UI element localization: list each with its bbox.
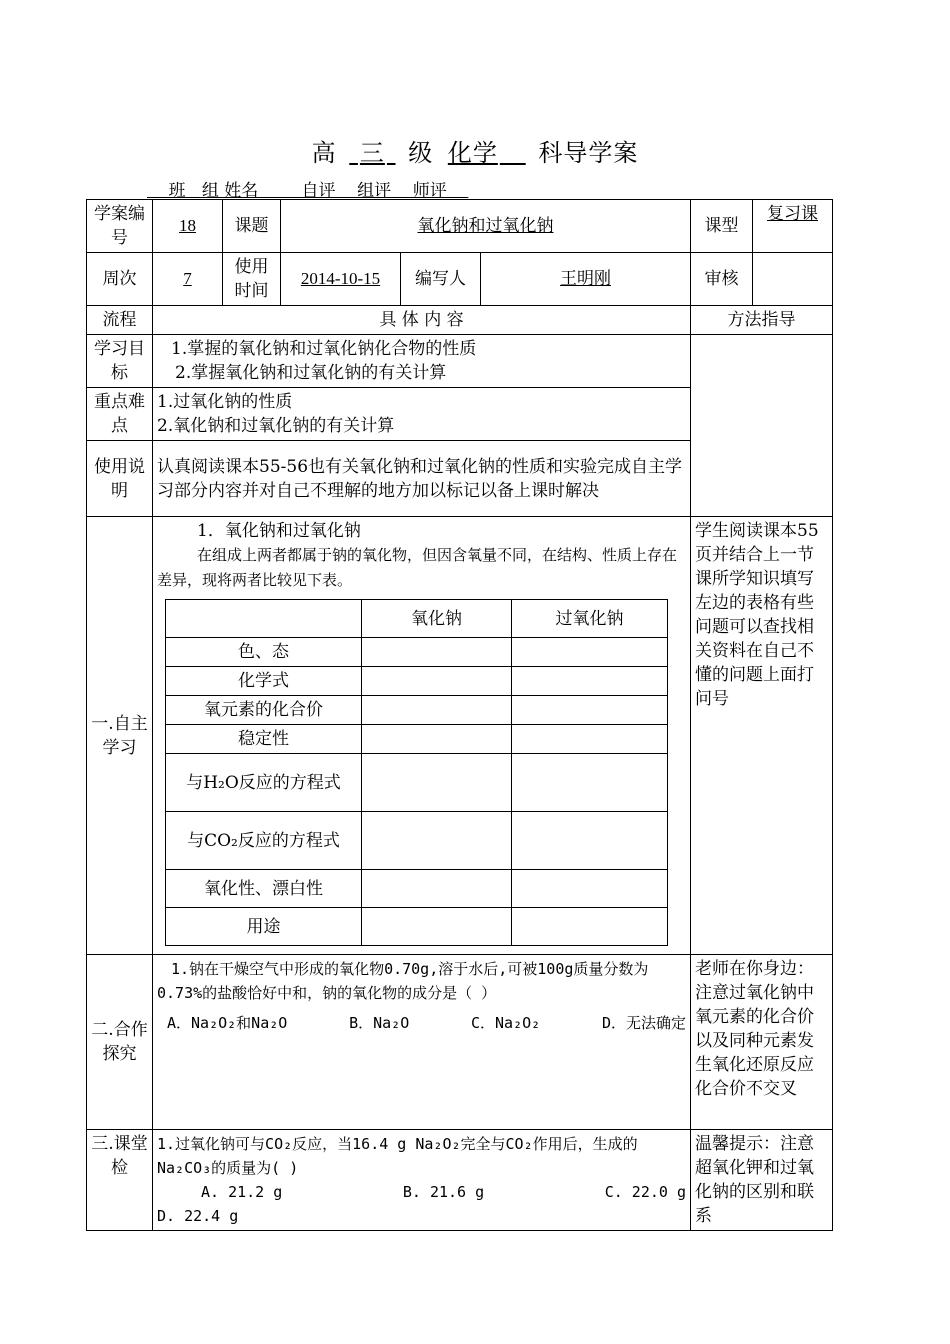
date-label: 使用时间: [223, 253, 281, 306]
option: C．Na₂O₂: [471, 1014, 541, 1032]
comparison-cell[interactable]: [362, 667, 512, 696]
section3-tip: 温馨提示：注意超氧化钾和过氧化钠的区别和联系: [691, 1130, 833, 1231]
comparison-row-label: 化学式: [166, 667, 362, 696]
page-title: [0, 133, 950, 168]
section3-options: [157, 1180, 686, 1204]
comparison-cell[interactable]: [512, 667, 668, 696]
comparison-cell[interactable]: [362, 638, 512, 667]
comparison-cell[interactable]: [512, 812, 668, 870]
focus: [153, 388, 691, 441]
flow-header: 流程: [87, 306, 153, 335]
title-part: 三: [359, 139, 385, 167]
comparison-cell[interactable]: [362, 725, 512, 754]
review-label: 审核: [691, 253, 753, 306]
author-label: 编写人: [401, 253, 481, 306]
plan-number-label: 学案编号: [87, 200, 153, 253]
usage-label: 使用说明: [87, 441, 153, 517]
section3-label: 三.课堂检: [87, 1130, 153, 1231]
comparison-header: 氧化钠: [362, 600, 512, 638]
option: C. 22.0 g: [604, 1183, 686, 1201]
title-part: 化学: [447, 139, 498, 167]
title-part: 科导学案: [538, 139, 639, 167]
comparison-cell[interactable]: [512, 908, 668, 946]
author: 王明刚: [481, 253, 691, 306]
comparison-cell[interactable]: [512, 638, 668, 667]
goal-item: 2.掌握氧化钠和过氧化钠的有关计算: [175, 363, 447, 383]
comparison-cell[interactable]: [512, 725, 668, 754]
comparison-cell[interactable]: [362, 754, 512, 812]
comparison-table: [165, 599, 668, 946]
comparison-cell[interactable]: [362, 870, 512, 908]
type-label: 课型: [691, 200, 753, 253]
comparison-row-label: 色、态: [166, 638, 362, 667]
comparison-row-label: 氧化性、漂白性: [166, 870, 362, 908]
title-part: 高: [311, 139, 337, 167]
method-header: 方法指导: [691, 306, 833, 335]
section1-intro: 在组成上两者都属于钠的氧化物，但因含氧量不同，在结构、性质上存在差异，现将两者比较见下表。: [157, 546, 678, 589]
week: 7: [153, 253, 223, 306]
section2-options: [157, 1005, 686, 1035]
comparison-cell[interactable]: [362, 812, 512, 870]
comparison-row-label: 氧元素的化合价: [166, 696, 362, 725]
option: D．无法确定: [601, 1014, 686, 1032]
date: 2014-10-15: [281, 253, 401, 306]
option: B．Na₂O: [349, 1014, 410, 1032]
lesson-type: 复习课: [753, 200, 833, 253]
comparison-cell[interactable]: [362, 696, 512, 725]
goals-label: 学习目标: [87, 335, 153, 388]
comparison-cell[interactable]: [512, 754, 668, 812]
goals: [153, 335, 691, 388]
section2-label: 二.合作探究: [87, 955, 153, 1130]
review-value: [753, 253, 833, 306]
section1-tip: 学生阅读课本55页并结合上一节课所学知识填写左边的表格有些问题可以查找相关资料在自己不懂的问题上面打问号: [691, 517, 833, 955]
comparison-cell[interactable]: [512, 870, 668, 908]
topic: 氧化钠和过氧化钠: [281, 200, 691, 253]
section2-content: [153, 955, 691, 1130]
option: A. 21.2 g: [201, 1183, 283, 1201]
method-blank: [691, 335, 833, 517]
section2-question: 1.钠在干燥空气中形成的氧化物0.70g,溶于水后,可被100g质量分数为0.73%的盐酸恰好中和，钠的氧化物的成分是（ ）: [157, 960, 649, 1002]
comparison-row-label: 与H₂O反应的方程式: [166, 754, 362, 812]
comparison-row-label: 稳定性: [166, 725, 362, 754]
focus-item: 1.过氧化钠的性质: [157, 392, 293, 412]
section1-heading: 1．氧化钠和过氧化钠: [197, 521, 361, 541]
plan-number: 18: [153, 200, 223, 253]
section3-content: [153, 1130, 691, 1231]
week-label: 周次: [87, 253, 153, 306]
comparison-row-label: 用途: [166, 908, 362, 946]
section2-tip: 老师在你身边：注意过氧化钠中氧元素的化合价以及同种元素发生氧化还原反应化合价不交叉: [691, 955, 833, 1130]
focus-label: 重点难点: [87, 388, 153, 441]
section1-content: [153, 517, 691, 955]
option: D. 22.4 g: [157, 1207, 239, 1225]
section1-label: 一.自主学习: [87, 517, 153, 955]
option: B. 21.6 g: [402, 1183, 485, 1201]
lesson-plan-table: [86, 199, 833, 1231]
option: A．Na₂O₂和Na₂O: [167, 1014, 288, 1032]
comparison-row-label: 与CO₂反应的方程式: [166, 812, 362, 870]
title-part: 级: [408, 139, 434, 167]
focus-item: 2.氧化钠和过氧化钠的有关计算: [157, 416, 395, 436]
comparison-header: 过氧化钠: [512, 600, 668, 638]
comparison-cell[interactable]: [512, 696, 668, 725]
topic-label: 课题: [223, 200, 281, 253]
header-subline: 班 组 姓名 自评 组评 师评: [147, 181, 469, 201]
goal-item: 1.掌握的氧化钠和过氧化钠化合物的性质: [171, 339, 477, 359]
comparison-header: [166, 600, 362, 638]
section3-question: 1.过氧化钠可与CO₂反应，当16.4 g Na₂O₂完全与CO₂作用后，生成的Na₂CO₃的质量为( ): [157, 1135, 638, 1177]
comparison-cell[interactable]: [362, 908, 512, 946]
usage-text: 认真阅读课本55-56也有关氧化钠和过氧化钠的性质和实验完成自主学习部分内容并对自己不理解的地方加以标记以备上课时解决: [153, 441, 691, 517]
content-header: 具 体 内 容: [153, 306, 691, 335]
